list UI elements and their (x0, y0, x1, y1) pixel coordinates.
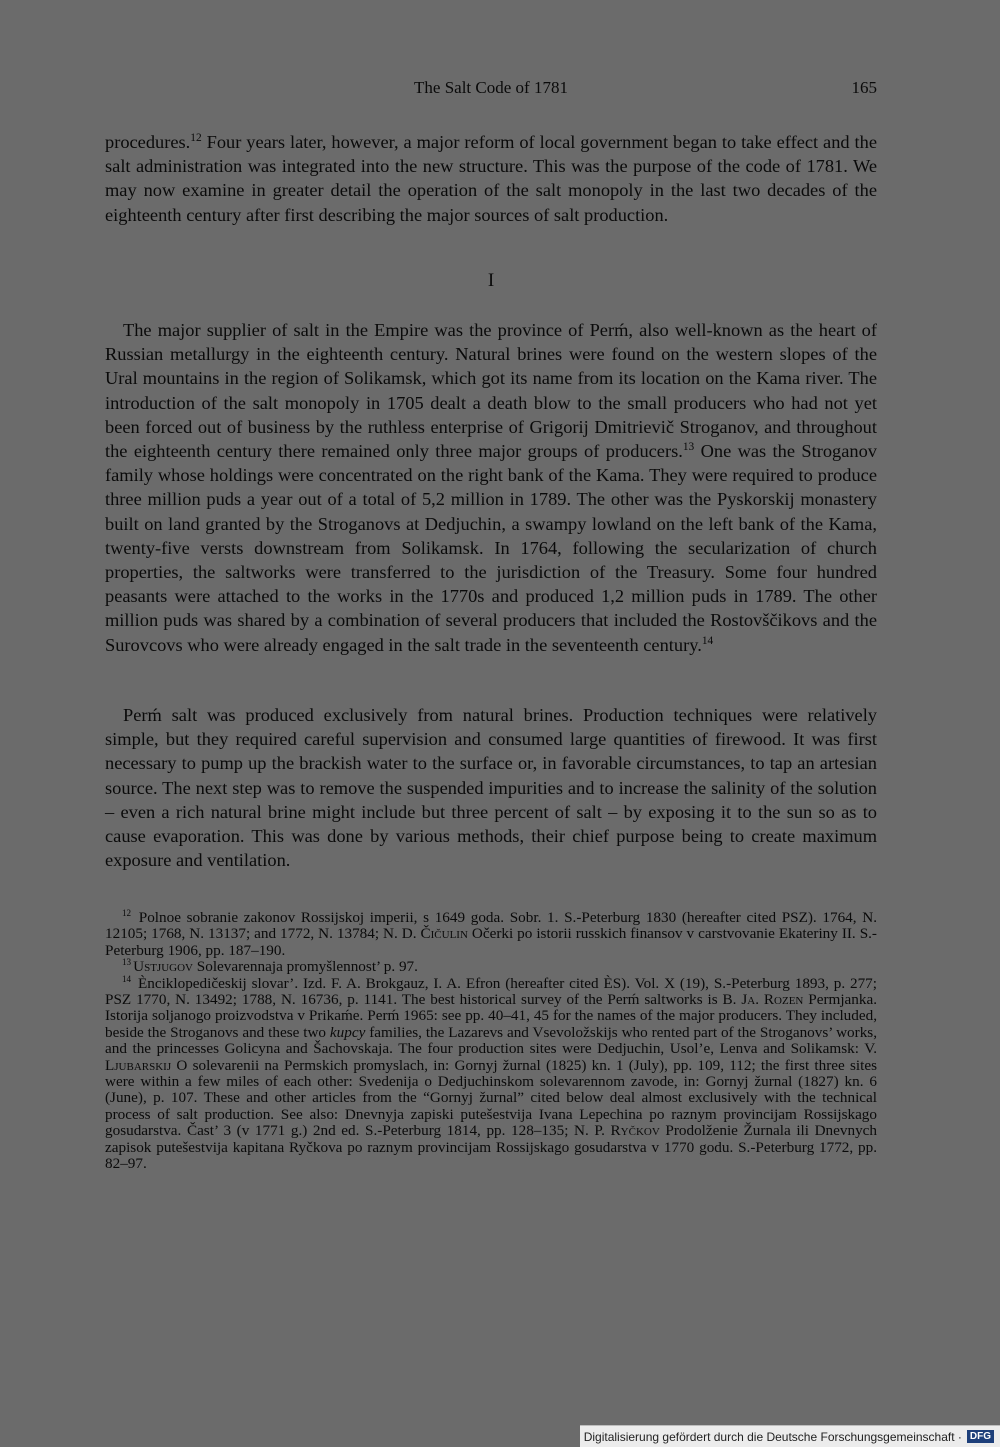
footnote-text: Očerki po istorii russkich finansov v carstvovanie Ekateriny II. S.-Peterburg 1906, pp. 187–190. (105, 925, 877, 959)
footnote-author: Ustjugov (133, 958, 193, 976)
section-heading: I (487, 270, 495, 291)
p1-rest: Four years later, however, a major reform of local government began to take effect and the salt administration was integrated into the new structure. This was the purpose of the code of 1781. We may now examine in greater detail the operation of the salt monopoly in the last two decades of the eighteenth century after first describing the major sources of salt production. (105, 132, 877, 225)
paragraph-production: Perḿ salt was produced exclusively from natural brines. Production techniques were relatively simple, but they required careful supervision and consumed large quantities of firewood. It was first necessary to pump up the brackish water to the surface or, in favorable circumstances, to tap an artesian source. The next step was to remove the suspended impurities and to increase the salinity of the solution – even a rich natural brine might include but three percent of salt – by exposing it to the sun so as to cause evaporation. This was done by various methods, their chief purpose being to create maximum exposure and ventilation. (105, 705, 877, 871)
footnote-text: O solevarenii na Permskich promyslach, in: Gornyj žurnal (1825) kn. 1 (July), pp. 109, 112; the first three sites were within a few miles of each other: Svedenija o Dedjuchinskom solevarennom zavode, in: Gornyj žurnal (1827) kn. 6 (June), p. 107. These and other articles from the “Gornyj žurnal” cited below deal almost exclusively with the technical process of salt production. See also: Dnevnyja zapiski putešestvija Ivana Lepechina po raznym provincijam Rossijskago gosudarstva. Čast’ 3 (v 1771 g.) 2nd ed. S.-Peterburg 1814, pp. 128–135; N. P. (105, 1056, 877, 1140)
footnote-ref-14[interactable]: 14 (701, 634, 714, 647)
footer-text: Digitalisierung gefördert durch die Deutsche Forschungsgemeinschaft · (583, 1429, 962, 1444)
footnote-text: Ènciklopedičeskij slovar’. Izd. F. A. Brokgauz, I. A. Efron (hereafter cited ÈS). Vol. X (19), S.-Peterburg 1893, p. 277; PSZ 1770, N. 13492; 1788, N. 16736, p. 1141. The best historical survey of the Perḿ saltworks is B. (105, 974, 877, 1009)
digitization-footer (580, 1425, 1000, 1447)
p2-text-a: The major supplier of salt in the Empire was the province of Perḿ, also well-known as the heart of Russian metallurgy in the eighteenth century. Natural brines were found on the western slopes of the Ural mountains in the region of Solikamsk, which got its name from its location on the Kama river. The introduction of the salt monopoly in 1705 dealt a death blow to the small producers who had not yet been forced out of business by the ruthless enterprise of Grigorij Dmitrievič Stroganov, and throughout the eighteenth century there remained only three major groups of producers. (105, 320, 877, 462)
footnote-number: 13 (122, 957, 132, 968)
page-number: 165 (851, 78, 877, 97)
footnote-text: families, the Lazarevs and Vsevoložskijs who rented part of the Stroganovs’ works, and the princesses Golicyna and Šachovskaja. The four production sites were Dedjuchin, Usol’e, Lenva and Solikamsk: V. (105, 1023, 877, 1058)
footnote-text: Polnoe sobranie zakonov Rossijskoj imperii, s 1649 goda. Sobr. 1. S.-Peterburg 1830 (hereafter cited PSZ). 1764, N. 12105; 1768, N. 13137; and 1772, N. 13784; N. D. (105, 909, 877, 943)
footnote-13 (105, 959, 877, 975)
footnote-ref-13[interactable]: 13 (682, 440, 695, 453)
footnote-12 (105, 907, 877, 959)
footnote-italic-term: kupcy (329, 1023, 366, 1041)
running-title: The Salt Code of 1781 (414, 78, 568, 97)
p1-text: procedures. (105, 132, 191, 152)
footnote-author: Čičulin (420, 925, 468, 943)
footnote-text: Permjanka. Istorija soljanogo proizvodstva v Prikaḿe. Perḿ 1965: see pp. 40–41, 45 for the names of the major producers. They included, beside the Stroganovs and these two (105, 991, 878, 1041)
footnote-author: Ja. Rozen (741, 991, 804, 1009)
footnote-number: 12 (122, 907, 132, 918)
footnotes (105, 907, 878, 1173)
footnote-text: Prodolženie Žurnala ili Dnevnych zapisok putešestvija kapitana Ryčkova po raznym provincijam Rossijskago gosudarstva v 1770 godu. S.-Peterburg 1772, pp. 82–97. (105, 1122, 878, 1173)
footnote-author: Ljubarskij (105, 1056, 172, 1074)
footnote-text: Solevarennaja promyšlennost’ p. 97. (192, 958, 418, 976)
footnote-author: Ryčkov (610, 1122, 660, 1140)
footnote-number: 14 (122, 973, 132, 984)
footnote-ref-12[interactable]: 12 (190, 131, 202, 144)
paragraph-continued (105, 130, 877, 227)
running-header (105, 78, 877, 104)
paragraph-salt-supplier (105, 318, 877, 657)
p2-text-b: One was the Stroganov family whose holdings were concentrated on the right bank of the Kama. They were required to produce three million puds a year out of a total of 5,2 million in 1789. The other was the Pyskorskij monastery built on land granted by the Stroganovs at Dedjuchin, a swampy lowland on the left bank of the Kama, twenty-five versts downstream from Solikamsk. In 1764, following the secularization of church properties, the saltworks were transferred to the jurisdiction of the Treasury. Some four hundred peasants were attached to the works in the 1770s and produced 1,2 million puds in 1789. The other million puds was shared by a combination of several producers that included the Rostovščikovs and the Surovcovs who were already engaged in the salt trade in the seventeenth century. (105, 441, 877, 655)
footnote-14 (105, 973, 878, 1173)
dfg-logo[interactable]: DFG (967, 1430, 994, 1443)
